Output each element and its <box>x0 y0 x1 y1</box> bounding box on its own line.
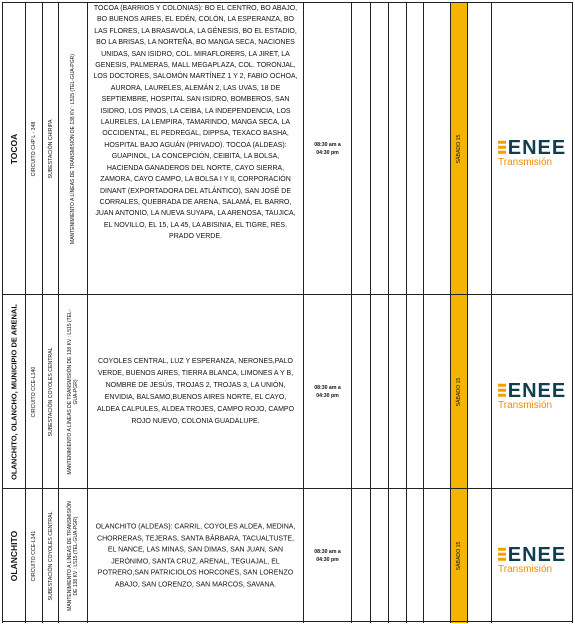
day-cell <box>450 489 467 623</box>
table-bottom-border <box>2 621 573 622</box>
substation-label: SUBESTACIÓN CHIRIPA <box>47 119 54 179</box>
zone-label: TOCOA <box>9 133 19 165</box>
work-cell <box>58 295 87 489</box>
substation-label: SUBESTACIÓN COYOLES CENTRAL <box>47 347 54 437</box>
time-end: 04:30 pm <box>316 150 339 156</box>
circuit-cell <box>25 295 42 489</box>
table-row <box>2 2 573 295</box>
enee-logo-subtitle: Transmisión <box>498 563 553 575</box>
blank-cell <box>406 3 423 295</box>
blank-cell <box>370 489 388 623</box>
enee-logo-text: ENEE <box>507 136 567 159</box>
substation-cell <box>42 3 58 295</box>
affected-areas: TOCOA (BARRIOS Y COLONIAS): BO EL CENTRO, BO ABAJO, BO BUENOS AIRES, EL EDÉN, COLÓN, LA ESPERANZA, BO LAS FLORES, LA BRASAVOLA, LA GÉNESIS, BO EL ESTADIO, BO LA BRISAS, LA NORTEÑA, BO MANGA SECA, NACIONES UNIDAS, SAN ISIDRO, COL. MIRAFLORERS, LA JIRET, LA GENESIS, PALMERAS, MALL MEGAPLAZA, COL. TORONJAL, LOS DOCTORES, SALOMÓN MARTÍNEZ 1 Y 2, FABIO OCHOA, AURORA, LAURELES, ALEMÁN 2, LAS UVAS, 18 DE SEPTIEMBRE, HOSPITAL SAN ISIDRO, BOMBEROS, SAN ISIDRO, LOS PINOS, LA CEIBA, LA INDEPENDENCIA, LOS LAURELES, LA LEMPIRA, TAMARINDO, MANGA SECA, LA OCCIDENTAL, EL PEDREGAL, DIPPSA, TEXACO BASHA, HOSPITAL BAJO AGUÁN (PRIVADO). TOCOA (ALDEAS): GUAPINOL, LA CONCEPCIÓN, CEIBITA, LA BOLSA, HACIENDA GANADEROS DEL NORTE, CAYO SIERRA, ZAMORA, CAYO CAMPO, LA BOLSA I Y II, CORPORACIÓN DINANT (EXPORTADORA DEL ATLÁNTICO), SAN JOSÉ DE CORRALES, QUEBRADA DE ARENA, SALAMÁ, EL BARRO, JUAN ANTONIO, LA NUEVA SUYAPA, LA ARENOSA, TAUJICA, EL NOVILLO, EL 15, LA 45, LA ABISINIA, EL TIGRE, RES. PRADO VERDE. <box>93 5 298 241</box>
time-cell <box>303 295 351 489</box>
blank-cell <box>423 295 450 489</box>
time-start: 08:30 am a <box>314 549 341 555</box>
blank-cell <box>351 489 370 623</box>
substation-cell <box>42 489 58 623</box>
blank-cell <box>370 3 388 295</box>
affected-areas: OLANCHITO (ALDEAS): CARRIL, COYOLES ALDEA, MEDINA, CHORRERAS, TEJERAS, SANTA BÁRBARA, TACUALTUSTE, EL NANCE, LAS MINAS, SAN DIMAS, SAN JUAN, SAN JERÓNIMO, SANTA CRUZ, ARENAL, TEGUAJAL, EL POTRERO,SAN PATRICIOLOS HORCONES, SAN LORENZO ABAJO, SAN LORENZO, SAN MARCOS, SAVANA. <box>95 523 296 588</box>
blank-cell <box>467 295 491 489</box>
enee-logo-bars-icon <box>498 548 506 561</box>
zone-label: OLANCHITO <box>9 530 19 582</box>
logo-cell <box>491 489 573 623</box>
outage-schedule-table <box>2 2 573 622</box>
logo-cell <box>491 295 573 489</box>
blank-cell <box>423 489 450 623</box>
areas-cell <box>87 295 303 489</box>
work-label: MANTENIMIENTO A LÍNEAS DE TRANSMISIÓN DE 138 KV : L515 (TEL-GUA-PGR) <box>67 501 79 611</box>
blank-cell <box>388 489 406 623</box>
day-cell <box>450 3 467 295</box>
blank-cell <box>370 295 388 489</box>
areas-cell <box>87 489 303 623</box>
time-end: 04:30 pm <box>316 557 339 563</box>
areas-cell <box>87 3 303 295</box>
circuit-label: CIRCUITO CHP L - 348 <box>31 121 37 177</box>
zone-cell <box>2 489 25 623</box>
blank-cell <box>423 3 450 295</box>
blank-cell <box>388 295 406 489</box>
blank-cell <box>351 295 370 489</box>
enee-logo <box>492 374 572 411</box>
day-label: SÁBADO 15 <box>456 377 462 407</box>
enee-logo-bars-icon <box>498 384 506 397</box>
enee-logo-text: ENEE <box>507 543 567 566</box>
substation-label: SUBESTACIÓN COYOLES CENTRAL <box>47 511 54 601</box>
enee-logo-subtitle: Transmisión <box>498 399 553 411</box>
circuit-cell <box>25 3 42 295</box>
work-cell <box>58 489 87 623</box>
time-range <box>304 384 351 400</box>
enee-logo-bars-icon <box>498 141 506 154</box>
blank-cell <box>351 3 370 295</box>
zone-cell <box>2 3 25 295</box>
table-row <box>2 294 573 489</box>
zone-label: OLANCHITO, OLANCHO, MUNICIPIO DE ARENAL <box>9 304 19 480</box>
enee-logo-text: ENEE <box>507 379 567 402</box>
affected-areas: COYOLES CENTRAL, LUZ Y ESPERANZA, NERONES,PALO VERDE, BUENOS AIRES, TIERRA BLANCA, LIMONES A Y B, NOMBRE DE JESÚS, TROJAS 2, TROJAS 3, LA UNIÓN, ENVIDIA, BALSAMO,BUENOS AIRES NORTE, EL CAYO, ALDEA CALPULES, ALDEA TROJES, CAMPO ROJO, CAMPO ROJO NUEVO, COLONIA GUADALUPE. <box>96 358 295 425</box>
work-label: MANTENIMIENTO A LÍNEAS DE TRANSMISIÓN DE 138 KV : L515 (TEL-GUA-PGR) <box>67 309 79 475</box>
blank-cell <box>406 295 423 489</box>
circuit-cell <box>25 489 42 623</box>
enee-logo-subtitle: Transmisión <box>498 156 553 168</box>
time-cell <box>303 3 351 295</box>
table-row <box>2 488 573 623</box>
time-start: 08:30 am a <box>314 142 341 148</box>
blank-cell <box>467 3 491 295</box>
blank-cell <box>406 489 423 623</box>
work-cell <box>58 3 87 295</box>
circuit-label: CIRCUITO CCE-L341 <box>31 530 37 582</box>
work-label: MANTENIMIENTO A LÍNEAS DE TRANSMISIÓN DE 138 KV : L515 (TEL-GUA-PGR) <box>70 54 76 244</box>
logo-cell <box>491 3 573 295</box>
blank-cell <box>467 489 491 623</box>
time-range <box>304 141 351 157</box>
enee-logo <box>492 131 572 168</box>
time-cell <box>303 489 351 623</box>
time-end: 04:30 pm <box>316 393 339 399</box>
substation-cell <box>42 295 58 489</box>
day-cell <box>450 295 467 489</box>
enee-logo <box>492 538 572 575</box>
time-range <box>304 548 351 564</box>
blank-cell <box>388 3 406 295</box>
day-label: SÁBADO 15 <box>456 541 462 571</box>
zone-cell <box>2 295 25 489</box>
day-label: SÁBADO 15 <box>456 134 462 164</box>
circuit-label: CIRCUITO CCE-L140 <box>31 366 37 418</box>
time-start: 08:30 am a <box>314 385 341 391</box>
